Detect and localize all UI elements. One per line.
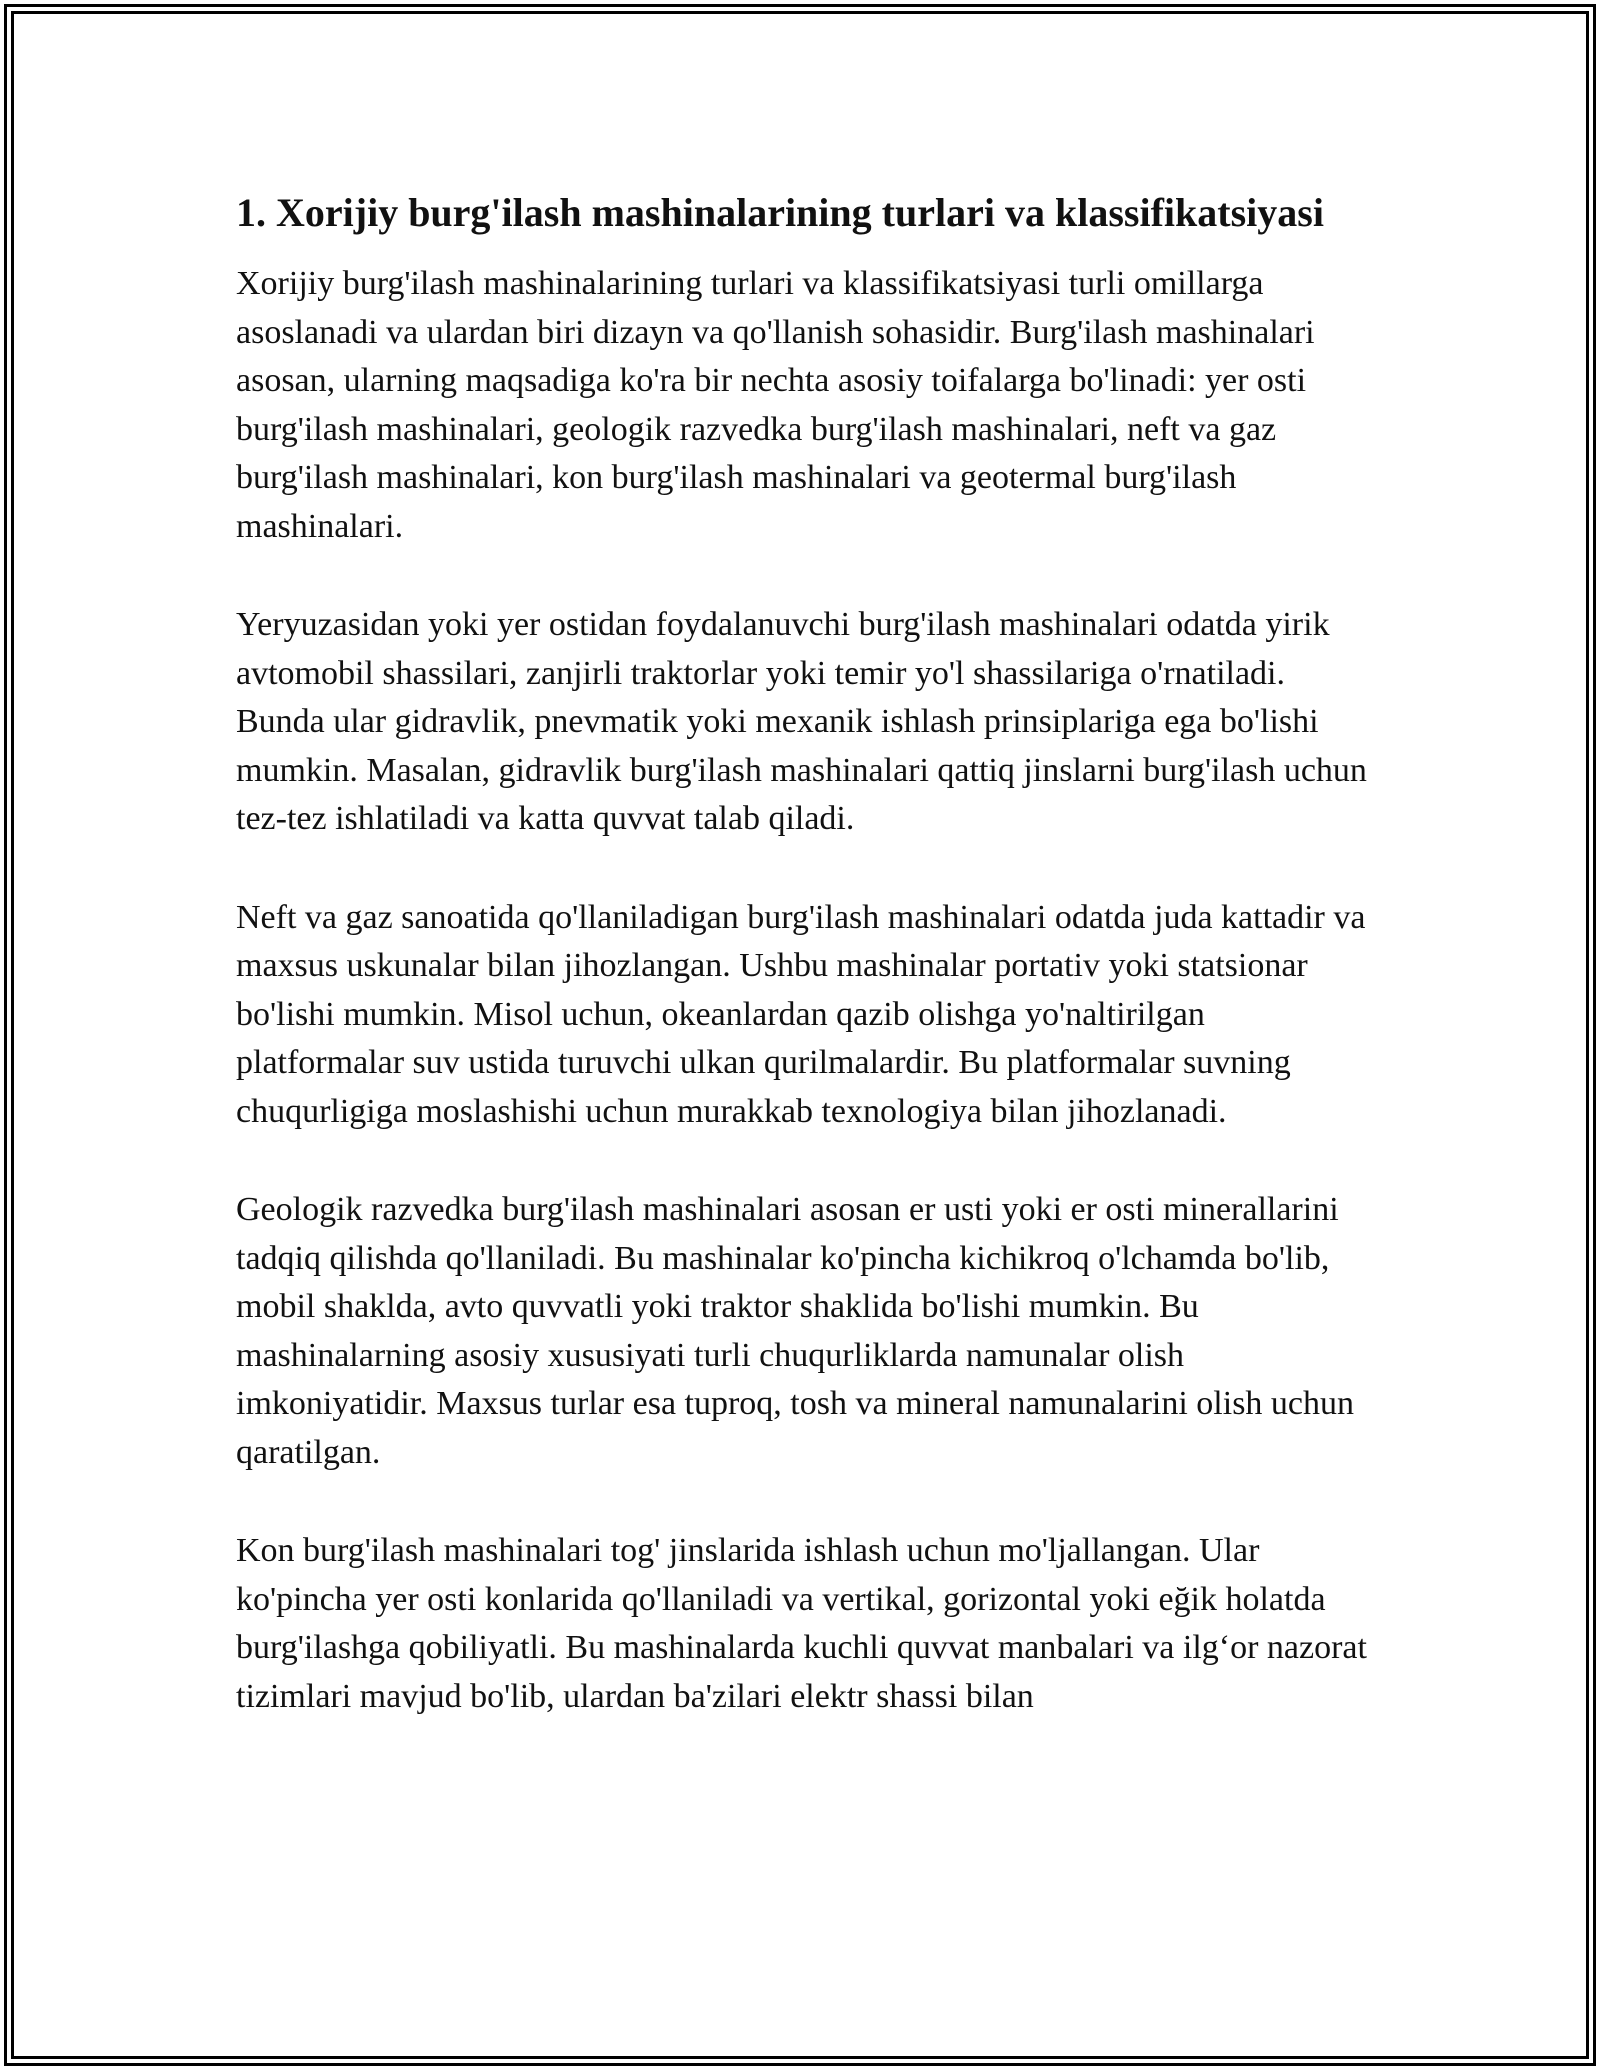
section-heading: 1. Xorijiy burg'ilash mashinalarining turlari va klassifikatsiyasi <box>236 190 1324 235</box>
document-body <box>236 186 1376 1721</box>
paragraph-3: Neft va gaz sanoatida qo'llaniladigan burg'ilash mashinalari odatda juda kattadir va maxsus uskunalar bilan jihozlangan. Ushbu mashinalar portativ yoki statsionar bo'lishi mumkin. Misol uchun, okeanlardan qazib olishga yo'naltirilgan platformalar suv ustida turuvchi ulkan qurilmalardir. Bu platformalar suvning chuqurligiga moslashishi uchun murakkab texnologiya bilan jihozlanadi. <box>236 898 1366 1130</box>
paragraph-5: Kon burg'ilash mashinalari tog' jinslarida ishlash uchun mo'ljallangan. Ular ko'pincha yer osti konlarida qo'llaniladi va vertikal, gorizontal yoki eğik holatda burg'ilashga qobiliyatli. Bu mashinalarda kuchli quvvat manbalari va ilg‘or nazorat tizimlari mavjud bo'lib, ulardan ba'zilari elektr shassi bilan <box>236 1532 1367 1715</box>
paragraph-4: Geologik razvedka burg'ilash mashinalari asosan er usti yoki er osti minerallarini tadqiq qilishda qo'llaniladi. Bu mashinalar ko'pincha kichikroq o'lchamda bo'lib, mobil shaklda, avto quvvatli yoki traktor shaklida bo'lishi mumkin. Bu mashinalarning asosiy xususiyati turli chuqurliklarda namunalar olish imkoniyatidir. Maxsus turlar esa tuproq, tosh va mineral namunalarini olish uchun qaratilgan. <box>236 1191 1355 1471</box>
paragraph-1: Xorijiy burg'ilash mashinalarining turlari va klassifikatsiyasi turli omillarga asoslanadi va ulardan biri dizayn va qo'llanish sohasidir. Burg'ilash mashinalari asosan, ularning maqsadiga ko'ra bir nechta asosiy toifalarga bo'linadi: yer osti burg'ilash mashinalari, geologik razvedka burg'ilash mashinalari, neft va gaz burg'ilash mashinalari, kon burg'ilash mashinalari va geotermal burg'ilash mashinalari. <box>236 265 1315 545</box>
paragraph-2: Yeryuzasidan yoki yer ostidan foydalanuvchi burg'ilash mashinalari odatda yirik avtomobil shassilari, zanjirli traktorlar yoki temir yo'l shassilariga o'rnatiladi. Bunda ular gidravlik, pnevmatik yoki mexanik ishlash prinsiplariga ega bo'lishi mumkin. Masalan, gidravlik burg'ilash mashinalari qattiq jinslarni burg'ilash uchun tez-tez ishlatiladi va katta quvvat talab qiladi. <box>236 606 1367 837</box>
